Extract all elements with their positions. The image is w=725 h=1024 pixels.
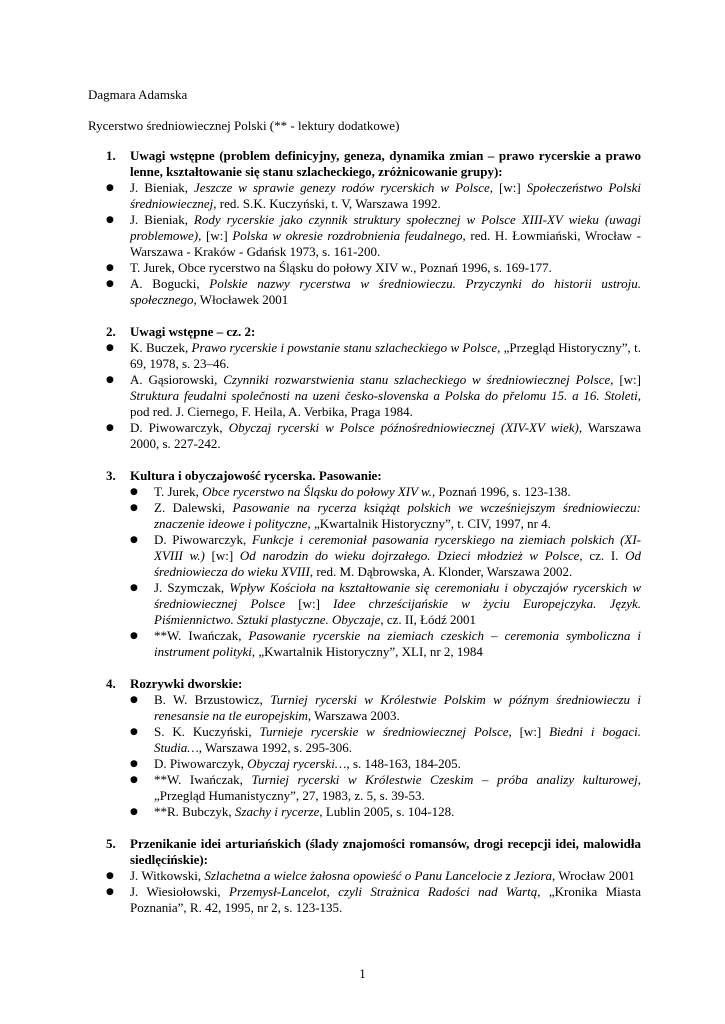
entry-title-italic: Rody rycerskie jako czynnik struktury społecznej w Polsce XIII-XV wieku (uwagi problemowe) [130,212,641,243]
bibliography-entry [88,212,641,260]
bibliography-entry [88,692,641,724]
course-title: Rycerstwo średniowiecznej Polski (** - lektury dodatkowe) [88,118,400,133]
section-heading [88,836,641,868]
bullet-icon: ● [130,583,138,593]
entry-title-italic: Idee chrześcijańskie w życiu Europejczyka. Język. Piśmiennictwo. Sztuki plastyczne. Obyczaje [154,596,641,627]
section-title: Uwagi wstępne – cz. 2: [130,324,256,339]
entry-text [154,772,641,804]
entry-text-segment: , red. S.K. Kuczyński, t. V, Warszawa 1992. [213,196,441,211]
entry-text [154,500,641,532]
bullet-icon: ● [130,631,138,641]
entry-title-italic: Polska w okresie rozdrobnienia feudalnego [232,228,463,243]
entry-text [130,884,641,916]
section-heading [88,676,641,692]
bullet-icon: ● [130,503,138,513]
entry-text-segment: , Lublin 2005, s. 104-128. [319,804,455,819]
bullet-icon: ● [130,535,138,545]
bullet-icon: ● [130,775,138,785]
entry-title-italic: Obyczaj rycerski w Polsce późnośredniowiecznej (XIV-XV wiek), [228,420,583,435]
entry-text [154,724,641,756]
entry-text-segment: , Włocławek 2001 [193,292,289,307]
bibliography-entry [88,180,641,212]
entry-text-segment: T. Jurek, Obce rycerstwo na Śląsku do połowy XIV w., Poznań 1996, s. 169-177. [130,260,552,275]
entry-text-segment: , „Kwartalnik Historyczny”, XLI, nr 2, 1984 [251,644,483,659]
entry-text-segment: J. Bieniak, [130,212,194,227]
bibliography-entry [88,500,641,532]
bibliography-entry [88,420,641,452]
bibliography-entry [88,260,641,276]
bullet-icon: ● [106,887,114,897]
section-number-label: 1. [106,148,116,163]
entry-text-segment: , „Przegląd Humanistyczny”, 27, 1983, z. 5, s. 39-53. [154,772,641,803]
entry-text [154,804,641,820]
entry-text-segment: Warszawa 1992, s. 295-306. [202,740,353,755]
entry-text-segment: [w:] [613,372,641,387]
entry-text-segment: [w:] [285,596,334,611]
entry-title-italic: Jeszcze w sprawie genezy rodów rycerskich w Polsce [194,180,490,195]
bullet-icon: ● [130,807,138,817]
entry-title-italic: Biedni i bogaci. Studia…, [154,724,641,755]
reading-list [88,148,641,932]
entry-text [154,692,641,724]
bullet-icon: ● [106,343,114,353]
entry-title-italic: Od średniowiecza do wieku XVIII [154,548,641,579]
entry-title-italic: Funkcje i ceremoniał pasowania rycerskiego na ziemiach polskich (XI-XVIII w.) [154,532,641,563]
entry-text [130,340,641,372]
entry-text-segment: **W. Iwańczak, [154,772,252,787]
entry-text-segment: , Warszawa 2003. [307,708,400,723]
section-number-label: 5. [106,836,116,851]
section-heading [88,468,641,484]
entry-text-segment: , [w:] [198,228,233,243]
bullet-icon: ● [130,487,138,497]
section-number [88,836,130,868]
entry-text-segment: , cz. II, Łódź 2001 [380,612,477,627]
section-heading [88,324,641,340]
entry-text-segment: , „Kronika Miasta Poznania”, R. 42, 1995, nr 2, s. 123-135. [130,884,641,915]
entry-text-segment: J. Szymczak, [154,580,230,595]
entry-text [130,212,641,260]
bullet-icon: ● [106,871,114,881]
section-heading [88,148,641,180]
section-number-label: 3. [106,468,116,483]
entry-text-segment: D. Piwowarczyk, [154,756,248,771]
bullet-icon: ● [106,215,114,225]
entry-text-segment: J. Witkowski, [130,868,205,883]
section-number [88,468,130,484]
bibliography-entry [88,868,641,884]
entry-text-segment: , red. M. Dąbrowska, A. Klonder, Warszawa 2002. [309,564,573,579]
bullet-icon: ● [130,759,138,769]
section-number-label: 2. [106,324,116,339]
entry-title-italic: Czynniki rozwarstwienia stanu szlacheckiego w średniowiecznej Polsce, [223,372,614,387]
section-5 [88,836,641,916]
entry-text-segment: **W. Iwańczak, [154,628,249,643]
bullet-icon: ● [106,375,114,385]
entry-title-italic: Szachy i rycerze [234,804,320,819]
section-3 [88,468,641,660]
bullet-icon: ● [130,695,138,705]
bibliography-entry [88,772,641,804]
entry-title-italic: Turnieje rycerskie w średniowiecznej Polsce [259,724,509,739]
entry-text-segment: , „Przegląd Historyczny”, t. 69, 1978, s. 23–46. [130,340,641,371]
entry-text-segment: D. Piwowarczyk, [130,420,229,435]
bullet-icon: ● [130,727,138,737]
bibliography-entry [88,628,641,660]
entry-text-segment: **R. Bubczyk, [154,804,235,819]
entry-text-segment: Z. Dalewski, [154,500,233,515]
page-number: 1 [359,966,366,981]
section-4 [88,676,641,820]
bibliography-entry [88,276,641,308]
bibliography-entry [88,372,641,420]
entry-text-segment: B. W. Brzustowicz, [154,692,271,707]
entry-title-italic: Obyczaj rycerski… [247,756,347,771]
entry-text-segment: [w:] [204,548,240,563]
entry-text-segment: , [w:] [489,180,527,195]
entry-text [130,868,641,884]
section-title: Przenikanie idei arturiańskich (ślady znajomości romansów, drogi recepcji idei, malowidła siedlęcińskie): [130,836,641,867]
entry-text-segment: , „Kwartalnik Historyczny”, t. CIV, 1997, nr 4. [307,516,551,531]
bibliography-entry [88,340,641,372]
entry-title-italic: Społeczeństwo Polski średniowiecznej [130,180,641,211]
entry-title-italic: Pasowanie rycerskie na ziemiach czeskich – ceremonia symboliczna i instrument polityki [154,628,642,659]
entry-text-segment: Warszawa 2000, s. 227-242. [130,420,641,451]
entry-title-italic: Turniej rycerski w Królestwie Czeskim – próba analizy kulturowej [251,772,638,787]
entry-text [154,580,641,628]
bibliography-list [88,692,641,820]
bullet-icon: ● [106,183,114,193]
entry-title-italic: Struktura feudalni společnosti na uzeni česko-slovenska a Polska do přelomu 15. a 16. Stoleti, [130,388,641,403]
bibliography-entry [88,724,641,756]
entry-text-segment: K. Buczek, [130,340,192,355]
entry-text-segment: D. Piwowarczyk, [154,532,252,547]
entry-text-segment: , red. H. Łowmiański, Wrocław - Warszawa - Kraków - Gdańsk 1973, s. 161-200. [130,228,641,259]
entry-title-italic: Pasowanie na rycerza książąt polskich we wcześniejszym średniowieczu: znaczenie ideowe i polityczne [154,500,641,531]
entry-text-segment: S. K. Kuczyński, [154,724,260,739]
entry-title-italic: Szlachetna a wielce żałosna opowieść o Panu Lancelocie z Jeziora, [204,868,556,883]
entry-text-segment: T. Jurek, [154,484,203,499]
entry-text-segment: A. Bogucki, [130,276,210,291]
entry-title-italic: Przemysł-Lancelot, czyli Strażnica Radości nad Wartą [229,884,538,899]
entry-text-segment: , s. 148-163, 184-205. [346,756,461,771]
entry-text [154,756,641,772]
section-title: Rozrywki dworskie: [130,676,243,691]
entry-text [130,372,641,420]
bullet-icon: ● [106,279,114,289]
section-title: Kultura i obyczajowość rycerska. Pasowanie: [130,468,382,483]
entry-text [130,180,641,212]
section-number [88,148,130,180]
bullet-icon: ● [106,423,114,433]
bibliography-list [88,868,641,916]
entry-text [154,484,641,500]
entry-text-segment: J. Bieniak, [130,180,195,195]
bibliography-entry [88,484,641,500]
entry-text [154,628,641,660]
entry-text-segment: Wrocław 2001 [555,868,635,883]
entry-text [154,532,641,580]
author-name: Dagmara Adamska [88,87,188,102]
entry-text [130,420,641,452]
entry-text [130,276,641,308]
bibliography-entry [88,580,641,628]
section-2 [88,324,641,452]
entry-text-segment: pod red. J. Ciernego, F. Heila, A. Verbika, Praga 1984. [130,404,413,419]
entry-text-segment: A. Gąsiorowski, [130,372,224,387]
bibliography-entry [88,756,641,772]
bibliography-entry [88,532,641,580]
entry-title-italic: Turniej rycerski w Królestwie Polskim w późnym średniowieczu i renesansie na tle europejskim [154,692,641,723]
bibliography-entry [88,884,641,916]
entry-text [130,260,641,276]
section-number [88,676,130,692]
entry-text-segment: , [w:] [508,724,550,739]
entry-title-italic: Od narodzin do wieku dojrzałego. Dzieci młodzież w Polsce, [239,548,583,563]
section-1 [88,148,641,308]
entry-title-italic: Prawo rycerskie i powstanie stanu szlacheckiego w Polsce [191,340,498,355]
bibliography-entry [88,804,641,820]
section-number-label: 4. [106,676,116,691]
section-title: Uwagi wstępne (problem definicyjny, geneza, dynamika zmian – prawo rycerskie a prawo lenne, kształtowanie się stanu szlacheckiego, zróżnicowanie grupy): [130,148,641,179]
bibliography-list [88,340,641,452]
entry-title-italic: Polskie nazwy rycerstwa w średniowieczu. Przyczynki do historii ustroju. społecznego [130,276,641,307]
entry-title-italic: Obce rycerstwo na Śląsku do połowy XIV w., [202,484,436,499]
bibliography-list [88,180,641,308]
entry-title-italic: Wpływ Kościoła na kształtowanie się ceremoniału i obyczajów rycerskich w średniowiecznej Polsce [154,580,641,611]
entry-text-segment: cz. I. [582,548,626,563]
section-number [88,324,130,340]
entry-text-segment: J. Wiesiołowski, [130,884,230,899]
bullet-icon: ● [106,263,114,273]
entry-text-segment: Poznań 1996, s. 123-138. [435,484,571,499]
bibliography-list [88,484,641,660]
